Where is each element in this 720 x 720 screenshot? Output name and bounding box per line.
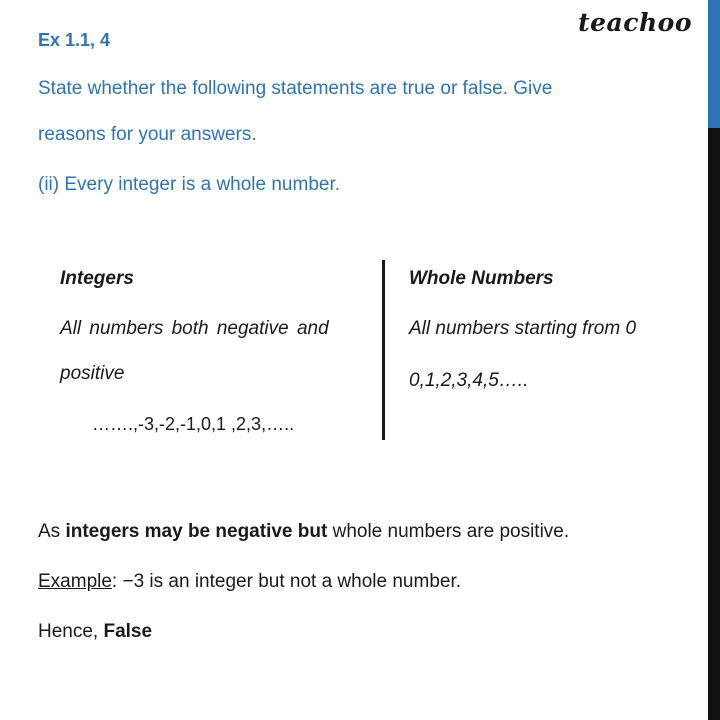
question-line-2: reasons for your answers. <box>38 124 257 145</box>
answer-reason <box>38 521 569 543</box>
answer-reason-suffix: whole numbers are positive. <box>327 521 570 542</box>
answer-reason-emphasis: integers may be negative but <box>65 521 328 542</box>
verdict: False <box>103 621 153 642</box>
question-line-1: State whether the following statements are true or false. Give <box>38 78 553 99</box>
question-line-3: (ii) Every integer is a whole number. <box>38 174 341 195</box>
answer-reason-prefix: As <box>38 521 66 542</box>
side-scrollbar-thumb[interactable] <box>708 128 720 720</box>
exercise-heading: Ex 1.1, 4 <box>38 30 111 50</box>
whole-numbers-heading: Whole Numbers <box>409 268 554 289</box>
integers-description-line-2: positive <box>60 363 125 384</box>
whole-numbers-description: All numbers starting from 0 <box>409 318 637 339</box>
integers-description-line-1: All numbers both negative and <box>60 318 329 339</box>
teachoo-logo: teachoo <box>578 8 692 37</box>
integers-heading: Integers <box>60 268 134 289</box>
integers-sequence: …….,-3,-2,-1,0,1 ,2,3,….. <box>92 414 295 434</box>
example-label: Example <box>38 571 112 592</box>
answer-example <box>38 571 461 593</box>
column-divider <box>382 260 385 440</box>
answer-conclusion <box>38 621 152 643</box>
side-scrollbar-accent <box>708 0 720 128</box>
example-text: : −3 is an integer but not a whole number. <box>111 571 462 592</box>
conclusion-prefix: Hence, <box>38 621 104 642</box>
whole-numbers-sequence: 0,1,2,3,4,5….. <box>409 370 529 391</box>
